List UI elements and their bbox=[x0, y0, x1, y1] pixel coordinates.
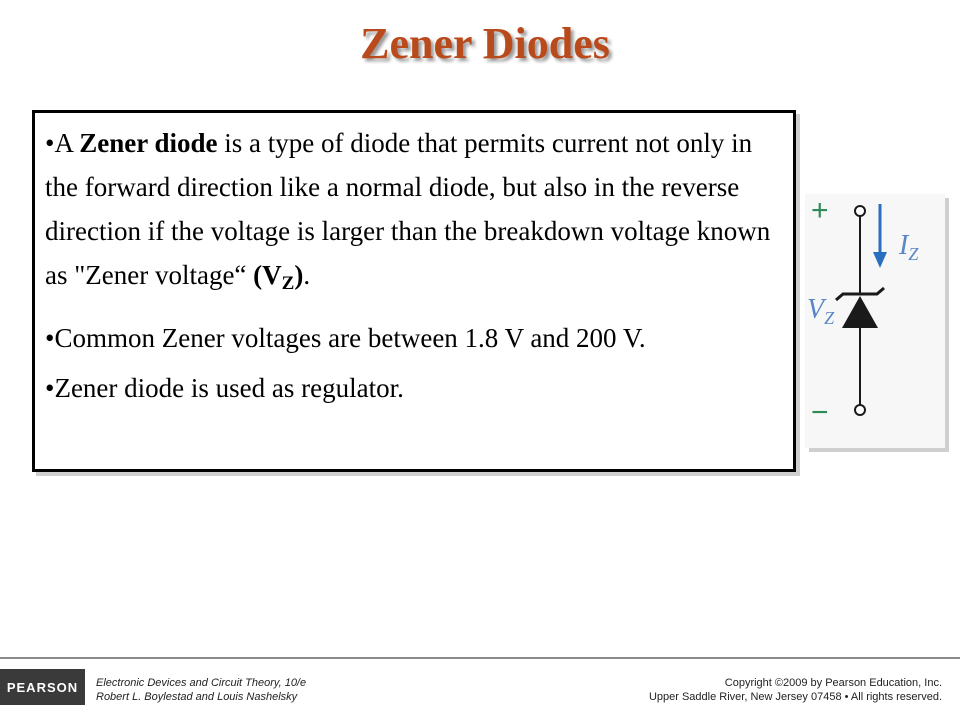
rights-line: Upper Saddle River, New Jersey 07458 • All rights reserved. bbox=[648, 691, 942, 703]
footer-copyright bbox=[649, 676, 942, 704]
symbol-subscript: Z bbox=[281, 273, 295, 294]
zener-diode-figure bbox=[805, 194, 945, 448]
minus-sign: − bbox=[811, 396, 829, 429]
voltage-label: $V_Z$ bbox=[807, 294, 835, 328]
footer-book-info bbox=[96, 676, 306, 704]
definition-end: . bbox=[303, 260, 311, 290]
copyright-line: Copyright ©2009 by Pearson Education, Inc. bbox=[724, 677, 942, 689]
plus-sign: + bbox=[811, 194, 829, 227]
bullet-marker: • bbox=[45, 128, 55, 158]
content-box bbox=[32, 110, 796, 472]
bullet-regulator: •Zener diode is used as regulator. bbox=[45, 373, 404, 403]
definition-body: is a type of diode that permits current not only in the forward direction like a normal diode, but also in the reverse direction if the voltage is larger than the breakdown voltage known as "Zener voltage“ bbox=[45, 128, 771, 290]
book-authors: Robert L. Boylestad and Louis Nashelsky bbox=[96, 691, 298, 703]
bullet-common-voltages: •Common Zener voltages are between 1.8 V and 200 V. bbox=[45, 323, 646, 353]
current-label: $I_Z$ bbox=[899, 230, 919, 264]
symbol-open: (V bbox=[253, 260, 282, 290]
pearson-logo: PEARSON bbox=[0, 669, 85, 705]
zener-voltage-symbol bbox=[253, 260, 304, 294]
footer-divider bbox=[0, 657, 960, 659]
bullet-zener-definition bbox=[45, 121, 783, 306]
top-terminal-icon bbox=[855, 206, 865, 216]
bottom-terminal-icon bbox=[855, 405, 865, 415]
diode-triangle-icon bbox=[842, 296, 878, 328]
symbol-close: ) bbox=[294, 260, 304, 290]
current-arrow-icon bbox=[873, 252, 887, 268]
term-zener-diode: Zener diode bbox=[79, 128, 218, 158]
slide-title: Zener Diodes bbox=[360, 19, 610, 68]
zener-diode-schematic bbox=[805, 194, 945, 448]
book-title: Electronic Devices and Circuit Theory, 10/e bbox=[96, 677, 307, 689]
definition-prefix: A bbox=[54, 128, 80, 158]
